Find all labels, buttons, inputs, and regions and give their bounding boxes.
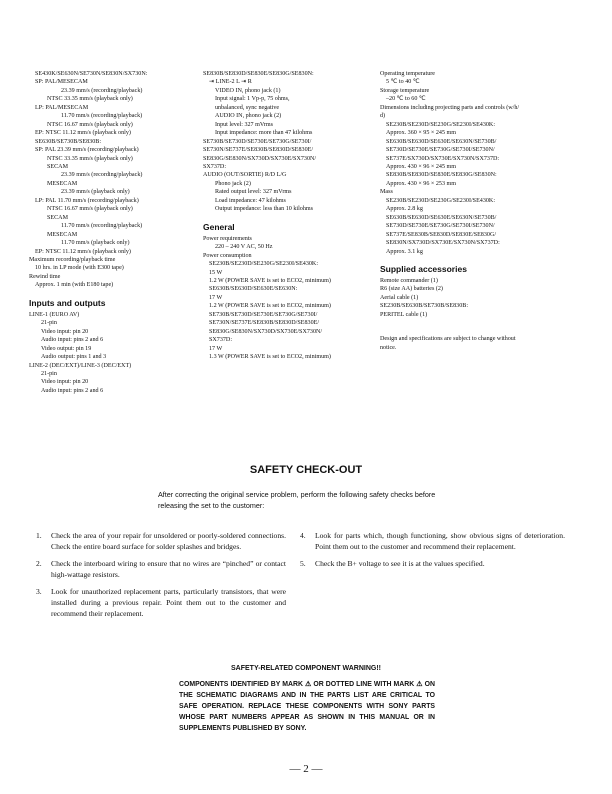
spec-line: 11.70 mm/s (playback only) xyxy=(61,240,130,247)
spec-line: Video input: pin 20 xyxy=(41,379,89,386)
spec-line: SP: PAL/MESECAM xyxy=(35,79,88,86)
step-text: Check the interboard wiring to ensure that no wires are “pinched” or contact high-wattage resistors. xyxy=(51,558,286,580)
safety-step xyxy=(36,530,286,553)
spec-line: SP: PAL 23.39 mm/s (recording/playback) xyxy=(35,147,139,154)
spec-column-right xyxy=(380,70,586,352)
spec-line: SE230B/SE230D/SE230G/SE230I/SE430K: xyxy=(209,261,319,268)
step-number: 2. xyxy=(36,558,42,568)
spec-line: SE630B/SE730B/SE830B: xyxy=(35,138,102,145)
spec-line: SE230B/SE630B/SE730B/SE830B: xyxy=(380,303,469,310)
spec-line: Input signal: 1 Vp-p, 75 ohms, xyxy=(215,96,290,103)
spec-line: LP: PAL 11.70 mm/s (recording/playback) xyxy=(35,197,139,204)
spec-line: 11.70 mm/s (recording/playback) xyxy=(61,223,143,230)
spec-line: 21-pin xyxy=(41,370,57,377)
spec-line: Operating temperature xyxy=(380,71,435,77)
spec-line: SE737E/SE830B/SE830D/SE830E/SE830G/ xyxy=(386,231,497,238)
spec-line: Load impedance: 47 kilohms xyxy=(215,197,286,204)
spec-line: Input impedance: more than 47 kilohms xyxy=(215,130,313,137)
spec-column-left xyxy=(29,70,197,395)
safety-step xyxy=(36,558,286,581)
line-io-spec-lines xyxy=(203,70,375,214)
spec-line: 1.2 W (POWER SAVE is set to ECO2, minimum) xyxy=(209,277,331,284)
safety-steps-right xyxy=(300,530,565,574)
spec-line: Audio input: pins 2 and 6 xyxy=(41,337,104,344)
spec-line: SE430K/SE630N/SE730N/SE830N/SX730N: xyxy=(35,71,148,77)
spec-line: 17 W xyxy=(209,294,223,301)
spec-line: VIDEO IN, phono jack (1) xyxy=(215,87,281,94)
spec-line: Dimensions including projecting parts and controls (w/h/ xyxy=(380,104,520,111)
spec-line: NTSC 33.35 mm/s (playback only) xyxy=(47,155,133,162)
spec-line: 1.3 W (POWER SAVE is set to ECO2, minimum) xyxy=(209,354,331,361)
tape-speed-spec-lines xyxy=(29,70,197,290)
step-text: Check the area of your repair for unsoldered or poorly-soldered connections. Check the entire board surface for solder splashes and bridges. xyxy=(51,531,286,552)
spec-line: Video input: pin 20 xyxy=(41,328,89,335)
spec-line: NTSC 16.67 mm/s (playback only) xyxy=(47,121,133,128)
accessories-lines xyxy=(380,277,586,319)
design-change-note xyxy=(380,335,586,352)
spec-line: LP: PAL/MESECAM xyxy=(35,104,89,111)
spec-line: ⇥ LINE-2 L ⇥ R xyxy=(209,79,252,86)
spec-line: SX737D: xyxy=(203,163,227,170)
spec-line: LINE-1 (EURO AV) xyxy=(29,311,80,318)
safety-step xyxy=(300,530,565,553)
spec-line: LINE-2 (DEC/EXT)/LINE-3 (DEC/EXT) xyxy=(29,362,132,369)
spec-line: SE230B/SE230D/SE230G/SE230I/SE430K: xyxy=(386,121,496,128)
spec-line: Maximum recording/playback time xyxy=(29,256,116,263)
step-number: 1. xyxy=(36,531,42,540)
spec-line: SE630B/SE630D/SE630E/SE630N/SE730B/ xyxy=(386,138,497,145)
spec-line: 17 W xyxy=(209,345,223,352)
safety-step xyxy=(300,558,565,569)
spec-line: SX737D: xyxy=(209,337,233,344)
spec-line: Design and specifications are subject to change without xyxy=(380,336,516,343)
safety-step xyxy=(36,586,286,620)
spec-line: SE730B/SE730D/SE730E/SE730G/SE730I/ xyxy=(203,138,312,145)
spec-line: SECAM xyxy=(47,163,68,170)
page-number: — 2 — xyxy=(289,763,323,775)
environment-dimension-lines xyxy=(380,70,586,256)
spec-line: Rated output level: 327 mVrms xyxy=(215,189,292,196)
spec-line: Approx. 360 × 95 × 245 mm xyxy=(386,130,457,137)
spec-line: SE830G/SE830N/SX730D/SX730E/SX730N/ xyxy=(203,155,317,162)
spec-line: notice. xyxy=(380,344,397,351)
spec-line: –20 ℃ to 60 ℃ xyxy=(386,96,426,103)
spec-line: Audio input: pins 2 and 6 xyxy=(41,387,104,394)
spec-line: 5 ℃ to 40 ℃ xyxy=(386,79,420,86)
spec-line: Power consumption xyxy=(203,252,252,259)
spec-line: Phono jack (2) xyxy=(215,180,251,187)
spec-line: NTSC 16.67 mm/s (playback only) xyxy=(47,206,133,213)
step-text: Look for parts which, though functioning, show obvious signs of deterioration. Point them out to the customer and recommend their replacement. xyxy=(315,531,565,552)
spec-line: Video output: pin 19 xyxy=(41,345,92,352)
spec-line: SE737E/SX730D/SX730E/SX730N/SX737D: xyxy=(386,155,500,162)
spec-line: Approx. 3.1 kg xyxy=(386,248,423,255)
spec-line: 23.39 mm/s (recording/playback) xyxy=(61,87,143,94)
spec-line: Aerial cable (1) xyxy=(380,294,419,301)
spec-line: EP: NTSC 11.12 mm/s (playback only) xyxy=(35,248,131,255)
spec-line: NTSC 33.35 mm/s (playback only) xyxy=(47,96,133,103)
spec-line: MESECAM xyxy=(47,180,78,187)
spec-line: SE730B/SE730D/SE730E/SE730G/SE730I/ xyxy=(209,311,318,318)
spec-line: 23.39 mm/s (recording/playback) xyxy=(61,172,143,179)
spec-line: R6 (size AA) batteries (2) xyxy=(380,286,443,293)
spec-column-middle xyxy=(203,70,375,362)
component-warning-body: COMPONENTS IDENTIFIED BY MARK ⚠ OR DOTTED LINE WITH MARK ⚠ ON THE SCHEMATIC DIAGRAMS AND IN THE PARTS LIST ARE CRITICAL TO SAFE OPERATION. REPLACE THESE COMPONENTS WITH SONY PARTS WHOSE PART NUMBERS APPEAR AS SHOWN IN THIS MANUAL OR IN SUPPLEMENTS PUBLISHED BY SONY. xyxy=(179,681,435,732)
spec-line: SE730N/SE737E/SE830B/SE830D/SE830E/ xyxy=(203,147,314,154)
spec-line: Input level: 327 mVrms xyxy=(215,121,274,128)
spec-line: 15 W xyxy=(209,269,223,276)
spec-line: PERITEL cable (1) xyxy=(380,311,428,318)
general-spec-lines xyxy=(203,235,375,362)
spec-line: Rewind time xyxy=(29,273,61,280)
spec-line: Mass xyxy=(380,189,393,196)
spec-line: 220 – 240 V AC, 50 Hz xyxy=(215,244,273,251)
spec-line: SE830B/SE830D/SE830E/SE830G/SE830N: xyxy=(203,71,314,77)
spec-line: SE730D/SE730E/SE730G/SE730I/SE730N/ xyxy=(386,223,495,230)
general-heading: General xyxy=(203,221,235,232)
step-number: 4. xyxy=(300,531,306,540)
spec-line: Approx. 1 min (with E180 tape) xyxy=(35,282,114,289)
spec-line: AUDIO IN, phono jack (2) xyxy=(215,113,282,120)
spec-line: Approx. 2.8 kg xyxy=(386,206,423,213)
spec-line: Power requirements xyxy=(203,235,252,242)
component-warning-title: SAFETY-RELATED COMPONENT WARNING!! xyxy=(231,665,381,672)
spec-line: Approx. 430 × 96 × 253 mm xyxy=(386,180,457,187)
spec-line: SE630B/SE630D/SE630E/SE630N: xyxy=(209,286,298,293)
spec-line: 21-pin xyxy=(41,320,57,327)
spec-line: d) xyxy=(380,113,386,120)
spacer xyxy=(380,327,586,335)
spec-line: Storage temperature xyxy=(380,87,430,94)
supplied-accessories-heading: Supplied accessories xyxy=(380,263,467,274)
spec-line: 10 hrs. in LP mode (with E300 tape) xyxy=(35,265,124,272)
spec-line: SE830B/SE830D/SE830E/SE830G/SE830N: xyxy=(386,172,497,179)
spec-line: SE830N/SX730D/SX730E/SX730N/SX737D: xyxy=(386,240,500,247)
safety-checkout-title: SAFETY CHECK-OUT xyxy=(249,464,363,476)
spec-line: SE230B/SE230D/SE230G/SE230I/SE430K: xyxy=(386,197,496,204)
spec-line: SE730N/SE737E/SE830B/SE830D/SE830E/ xyxy=(209,320,320,327)
inputs-outputs-heading: Inputs and outputs xyxy=(29,297,106,308)
step-number: 3. xyxy=(36,586,42,596)
spec-line: Remote commander (1) xyxy=(380,277,438,284)
spec-line: 1.2 W (POWER SAVE is set to ECO2, minimum) xyxy=(209,303,331,310)
step-text: Check the B+ voltage to see it is at the values specified. xyxy=(315,558,485,568)
safety-steps-left xyxy=(36,530,286,625)
spec-line: 23.39 mm/s (playback only) xyxy=(61,189,130,196)
step-text: Look for unauthorized replacement parts, particularly transistors, that were installed during a previous repair. Point them out to the customer and recommend their replacement. xyxy=(51,586,286,619)
spec-line: SE830G/SE830N/SX730D/SX730E/SX730N/ xyxy=(209,328,323,335)
spec-line: SE730D/SE730E/SE730G/SE730I/SE730N/ xyxy=(386,147,495,154)
safety-checkout-intro: After correcting the original service problem, perform the following safety checks before releasing the set to the customer: xyxy=(158,490,436,510)
spec-line: Audio output: pins 1 and 3 xyxy=(41,354,107,361)
spec-line: SECAM xyxy=(47,214,68,221)
spec-line: 11.70 mm/s (recording/playback) xyxy=(61,113,143,120)
spec-line: Output impedance: less than 10 kilohms xyxy=(215,206,313,213)
inputs-outputs-lines xyxy=(29,311,197,396)
step-number: 5. xyxy=(300,558,306,568)
spec-line: AUDIO (OUT/SORTIE) R/D L/G xyxy=(203,172,287,179)
spec-line: Approx. 430 × 96 × 245 mm xyxy=(386,163,457,170)
spec-line: SE630B/SE630D/SE630E/SE630N/SE730B/ xyxy=(386,214,497,221)
spec-line: EP: NTSC 11.12 mm/s (playback only) xyxy=(35,130,131,137)
spacer xyxy=(380,319,586,327)
spec-line: MESECAM xyxy=(47,231,78,238)
spec-line: unbalanced, sync negative xyxy=(215,104,280,111)
